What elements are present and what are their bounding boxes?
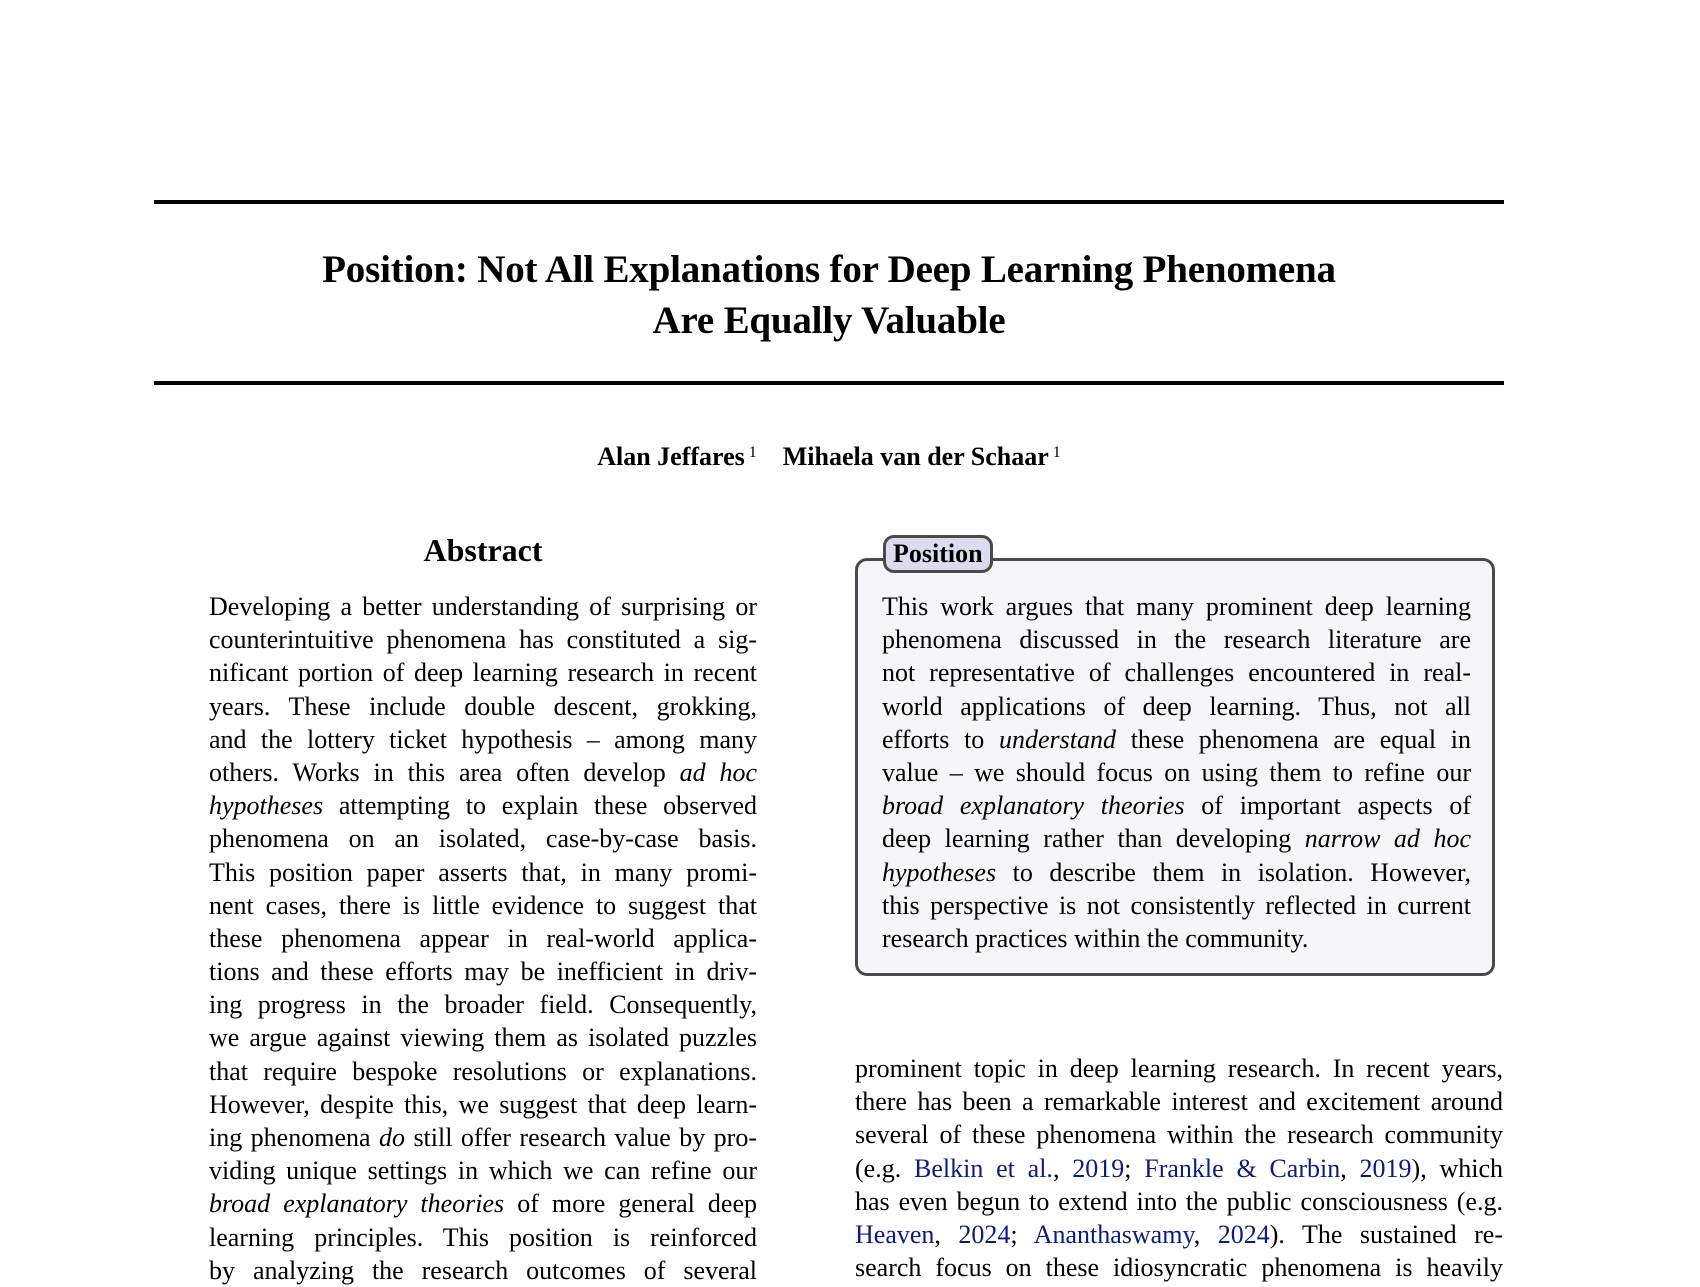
text-span: phenomena on an isolated, case-by-case basis. — [209, 824, 757, 854]
text-span: research practices within the community. — [882, 923, 1309, 953]
text-span: nificant portion of deep learning research in recent — [209, 658, 757, 688]
text-line — [209, 590, 757, 623]
emphasis-text: broad explanatory theories — [882, 791, 1185, 821]
author-name: Mihaela van der Schaar — [782, 442, 1049, 471]
text-span: , — [934, 1219, 959, 1249]
text-line — [855, 1052, 1503, 1085]
text-line — [882, 690, 1471, 723]
text-line — [882, 623, 1471, 656]
text-line — [209, 723, 757, 756]
text-span: (e.g. — [855, 1153, 914, 1183]
text-span: attempting to explain these observed — [323, 791, 757, 821]
text-span: counterintuitive phenomena has constituted a sig- — [209, 625, 757, 655]
text-line — [209, 955, 757, 988]
text-span: nent cases, there is little evidence to suggest that — [209, 890, 757, 920]
text-span: , — [1340, 1153, 1360, 1183]
emphasis-text: hypotheses — [209, 791, 324, 821]
text-span: learning principles. This position is reinforced — [209, 1222, 757, 1252]
emphasis-text: hypotheses — [882, 857, 997, 887]
text-line — [882, 922, 1471, 955]
author-list — [154, 441, 1504, 473]
citation-link[interactable]: 2024 — [958, 1219, 1011, 1249]
text-line — [855, 1085, 1503, 1118]
text-span: there has been a remarkable interest and excitement around — [855, 1087, 1503, 1117]
citation-link[interactable]: 2019 — [1072, 1153, 1125, 1183]
text-span: ing progress in the broader field. Consequently, — [209, 990, 757, 1020]
text-line — [209, 623, 757, 656]
position-label: Position — [883, 535, 993, 573]
text-line — [855, 1185, 1503, 1218]
text-span: , — [1193, 1219, 1218, 1249]
text-line — [882, 856, 1471, 889]
citation-link[interactable]: Ananthaswamy — [1033, 1219, 1194, 1249]
title-line-2: Are Equally Valuable — [652, 299, 1006, 342]
abstract-heading: Abstract — [423, 532, 543, 568]
title-line-1: Position: Not All Explanations for Deep Learning Phenomena — [322, 248, 1336, 291]
text-span: phenomena discussed in the research literature are — [882, 625, 1471, 655]
text-span: by analyzing the research outcomes of several — [209, 1255, 757, 1285]
text-span: This work argues that many prominent deep learning — [882, 592, 1471, 621]
text-line — [209, 822, 757, 855]
text-line — [882, 822, 1471, 855]
text-span: ; — [1124, 1153, 1145, 1183]
title-top-rule — [154, 200, 1504, 204]
text-span: of more general deep — [504, 1189, 757, 1219]
text-line — [882, 656, 1471, 689]
text-line — [882, 590, 1471, 623]
text-span: these phenomena appear in real-world applica- — [209, 923, 757, 953]
text-span: tions and these efforts may be inefficient in driv- — [209, 957, 757, 987]
emphasis-text: do — [378, 1123, 405, 1152]
text-line — [882, 756, 1471, 789]
text-span: we argue against viewing them as isolated puzzles — [209, 1023, 757, 1053]
text-span: Developing a better understanding of surprising or — [209, 592, 757, 621]
text-span: years. These include double descent, grokking, — [209, 691, 757, 721]
text-span: prominent topic in deep learning research. In recent years, — [855, 1054, 1503, 1083]
author-name: Alan Jeffares — [597, 442, 745, 471]
text-span: these phenomena are equal in — [1116, 724, 1471, 754]
text-line — [209, 1121, 757, 1154]
text-span: of important aspects of — [1184, 791, 1471, 821]
text-span: has even begun to extend into the public consciousness (e.g. — [855, 1186, 1503, 1216]
citation-link[interactable]: Heaven — [855, 1219, 935, 1249]
text-span: that require bespoke resolutions or explanations. — [209, 1056, 757, 1086]
text-line — [855, 1118, 1503, 1151]
text-line — [855, 1218, 1503, 1251]
text-span: still offer research value by pro- — [404, 1123, 757, 1152]
text-line — [882, 789, 1471, 822]
position-box-text — [882, 590, 1471, 955]
citation-link[interactable]: Frankle & Carbin — [1144, 1153, 1341, 1183]
abstract-body — [209, 590, 757, 1287]
text-line — [209, 789, 757, 822]
text-span: to describe them in isolation. However, — [996, 857, 1471, 887]
text-line — [209, 922, 757, 955]
text-line — [855, 1152, 1503, 1185]
author-affiliation: 1 — [748, 444, 757, 461]
emphasis-text: narrow ad hoc — [1304, 824, 1471, 854]
text-span: several of these phenomena within the research community — [855, 1120, 1503, 1150]
author-affiliation: 1 — [1052, 444, 1061, 461]
text-span: value – we should focus on using them to refine our — [882, 757, 1471, 787]
text-line — [209, 856, 757, 889]
text-line — [209, 1055, 757, 1088]
text-span: This position paper asserts that, in many promi- — [209, 857, 757, 887]
text-span: search focus on these idiosyncratic phenomena is heavily — [855, 1253, 1503, 1283]
text-line — [209, 1021, 757, 1054]
citation-link[interactable]: 2024 — [1217, 1219, 1270, 1249]
title-bottom-rule — [154, 381, 1504, 385]
citation-link[interactable]: 2019 — [1359, 1153, 1412, 1183]
text-span: and the lottery ticket hypothesis – among many — [209, 724, 757, 754]
text-span: However, despite this, we suggest that deep learn- — [209, 1089, 757, 1119]
intro-body-text — [855, 1052, 1503, 1284]
text-span: efforts to — [882, 724, 999, 754]
text-span: viding unique settings in which we can refine our — [209, 1156, 757, 1186]
emphasis-text: understand — [999, 724, 1116, 754]
emphasis-text: broad explanatory theories — [209, 1189, 505, 1219]
text-line — [882, 889, 1471, 922]
text-line — [209, 756, 757, 789]
text-span: ; — [1010, 1219, 1034, 1249]
text-line — [209, 1088, 757, 1121]
text-line — [209, 1154, 757, 1187]
paper-title — [154, 244, 1504, 346]
text-span: ), which — [1411, 1153, 1504, 1183]
text-span: ing phenomena — [209, 1123, 379, 1152]
text-line — [209, 690, 757, 723]
text-line — [855, 1251, 1503, 1284]
text-line — [209, 656, 757, 689]
text-span: deep learning rather than developing — [882, 824, 1305, 854]
text-span: ). The sustained re- — [1269, 1219, 1503, 1249]
text-line — [882, 723, 1471, 756]
text-line — [209, 889, 757, 922]
text-span: others. Works in this area often develop — [209, 757, 680, 787]
text-line — [209, 1254, 757, 1287]
text-line — [209, 988, 757, 1021]
text-span: not representative of challenges encountered in real- — [882, 658, 1471, 688]
text-line — [209, 1221, 757, 1254]
text-line — [209, 1187, 757, 1220]
text-span: , — [1052, 1153, 1073, 1183]
emphasis-text: ad hoc — [679, 757, 757, 787]
citation-link[interactable]: Belkin et al. — [914, 1153, 1053, 1183]
text-span: this perspective is not consistently reflected in current — [882, 890, 1471, 920]
text-span: world applications of deep learning. Thus, not all — [882, 691, 1471, 721]
